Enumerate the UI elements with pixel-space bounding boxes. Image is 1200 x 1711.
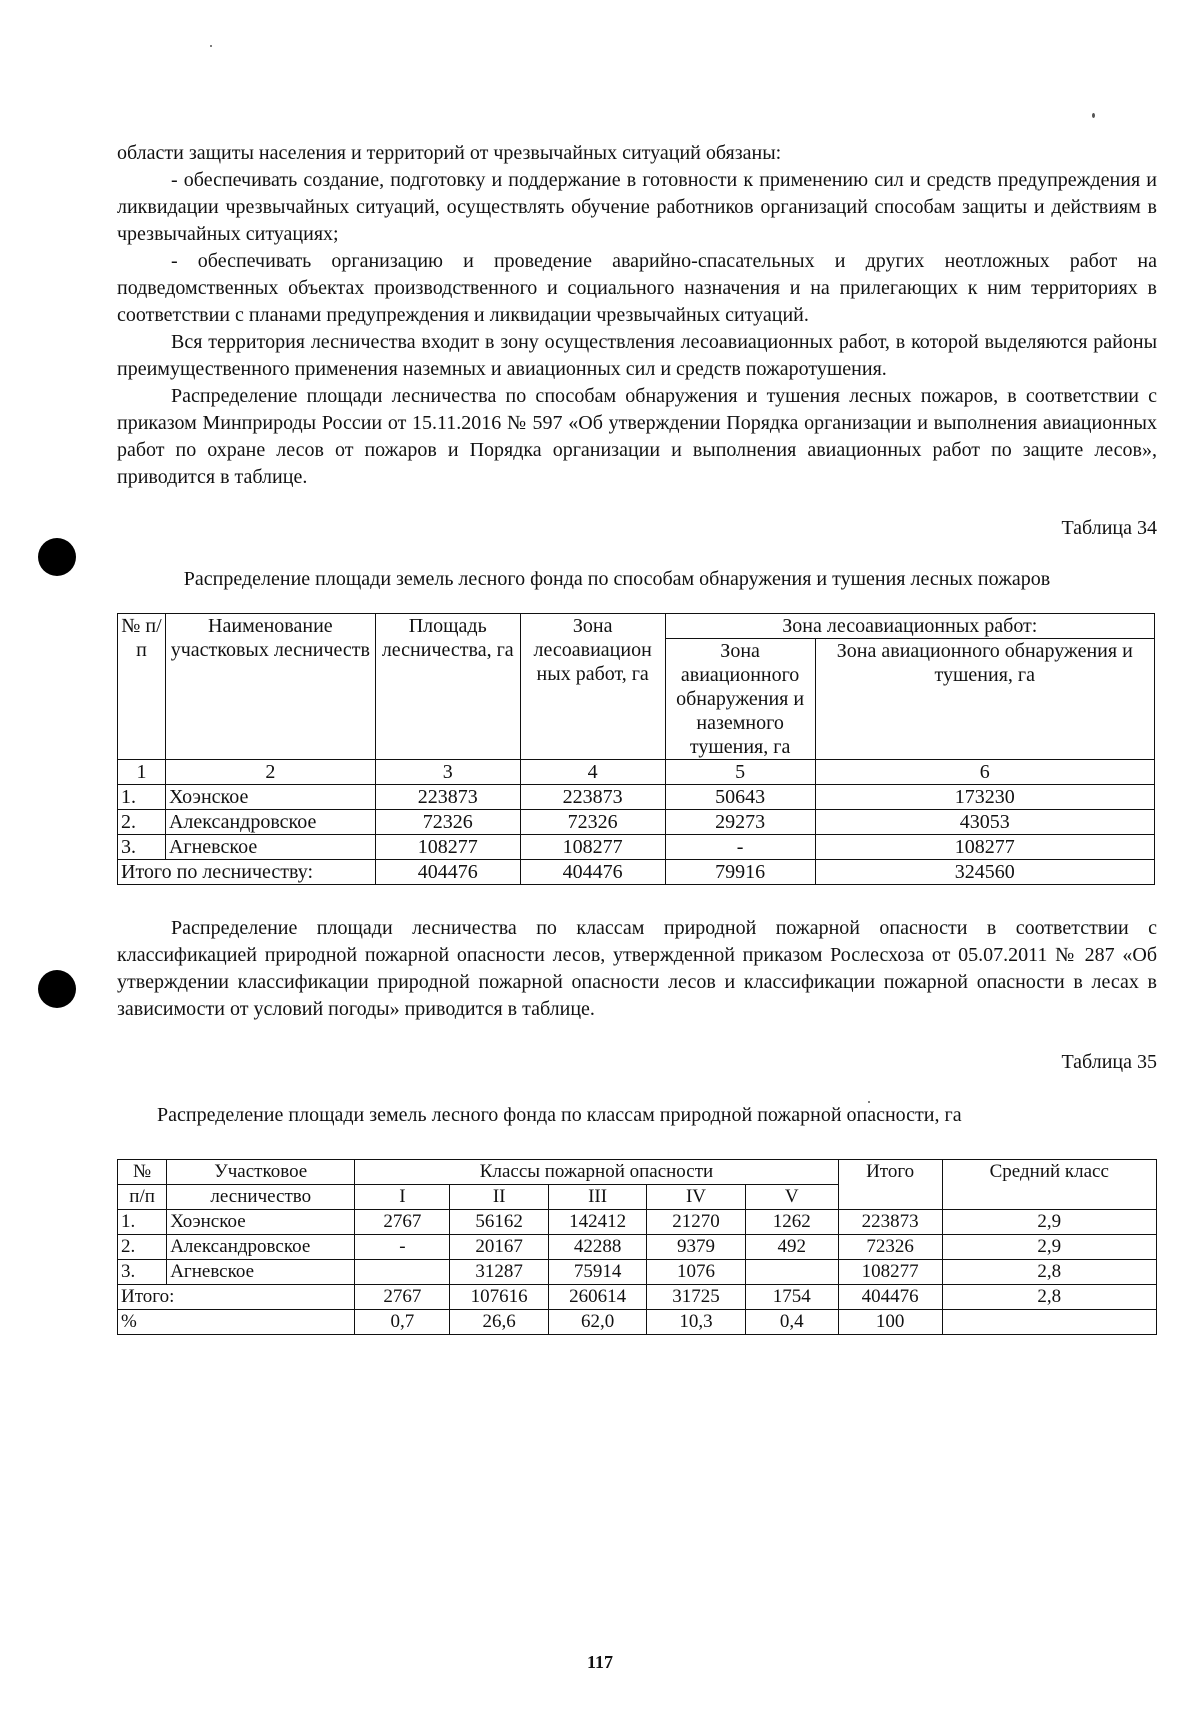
page-content xyxy=(117,140,1157,1335)
header-ground: Зона авиационного обнаружения и наземного тушения, га xyxy=(665,639,815,760)
total-class-1: 2767 xyxy=(355,1285,450,1310)
row-air: 43053 xyxy=(815,810,1154,835)
header-name: Наименование участковых лесничеств xyxy=(165,614,375,760)
row-zone: 108277 xyxy=(520,835,665,860)
total-ground: 79916 xyxy=(665,860,815,885)
colnum: 6 xyxy=(815,760,1154,785)
colnum: 1 xyxy=(118,760,166,785)
row-name: Агневское xyxy=(167,1260,355,1285)
row-class-2: 20167 xyxy=(450,1235,548,1260)
paragraph: Распределение площади лесничества по способам обнаружения и тушения лесных пожаров, в соответствии с приказом Минприроды России от 15.11.2016 № 597 «Об утверждении Порядка организации и выполнения авиационных работ по охране лесов от пожаров и Порядка организации и выполнения авиационных работ по защите лесов», приводится в таблице. xyxy=(117,385,1157,488)
row-class-4: 21270 xyxy=(647,1210,745,1235)
row-class-3: 142412 xyxy=(548,1210,646,1235)
row-num: 3. xyxy=(118,1260,167,1285)
class-label: IV xyxy=(647,1185,745,1210)
total-row xyxy=(118,860,1155,885)
header-air: Зона авиационного обнаружения и тушения, га xyxy=(815,639,1154,760)
row-air: 108277 xyxy=(815,835,1154,860)
row-avg: 2,9 xyxy=(942,1210,1156,1235)
table-row xyxy=(118,785,1155,810)
percent-class-3: 62,0 xyxy=(548,1310,646,1335)
row-name: Агневское xyxy=(165,835,375,860)
row-class-2: 56162 xyxy=(450,1210,548,1235)
table-35-caption: Таблица 35 xyxy=(1061,1051,1157,1073)
table-row xyxy=(118,1210,1157,1235)
class-label: II xyxy=(450,1185,548,1210)
intro-text xyxy=(117,140,1157,491)
header-num: № п/п xyxy=(118,614,166,760)
row-ground: 29273 xyxy=(665,810,815,835)
header-num-bottom: п/п xyxy=(118,1185,167,1210)
paragraph: - обеспечивать организацию и проведение аварийно-спасательных и других неотложных работ на подведомственных объектах производственного и социального назначения и на прилегающих к ним территориях в соответствии с планами предупреждения и ликвидации чрезвычайных ситуаций. xyxy=(117,250,1157,326)
total-total: 404476 xyxy=(838,1285,942,1310)
total-label: Итого по лесничеству: xyxy=(118,860,376,885)
row-class-4: 9379 xyxy=(647,1235,745,1260)
percent-avg xyxy=(942,1310,1156,1335)
table-row xyxy=(118,810,1155,835)
row-zone: 223873 xyxy=(520,785,665,810)
row-total: 223873 xyxy=(838,1210,942,1235)
row-name: Хоэнское xyxy=(167,1210,355,1235)
row-zone: 72326 xyxy=(520,810,665,835)
row-num: 2. xyxy=(118,810,166,835)
class-label: III xyxy=(548,1185,646,1210)
percent-label: % xyxy=(118,1310,355,1335)
total-avg: 2,8 xyxy=(942,1285,1156,1310)
header-num-top: № xyxy=(118,1160,167,1185)
colnum: 4 xyxy=(520,760,665,785)
total-air: 324560 xyxy=(815,860,1154,885)
row-name: Александровское xyxy=(167,1235,355,1260)
paragraph: Вся территория лесничества входит в зону осуществления лесоавиационных работ, в которой выделяются районы преимущественного применения наземных и авиационных сил и средств пожаротушения. xyxy=(117,331,1157,380)
paragraph: - обеспечивать создание, подготовку и поддержание в готовности к применению сил и средств предупреждения и ликвидации чрезвычайных ситуаций, осуществлять обучение работников организаций способам защиты и действиям в чрезвычайных ситуациях; xyxy=(117,169,1157,245)
row-class-5: 492 xyxy=(745,1235,838,1260)
binder-hole-top xyxy=(38,538,76,576)
percent-total: 100 xyxy=(838,1310,942,1335)
row-class-1: 2767 xyxy=(355,1210,450,1235)
table-row xyxy=(118,1235,1157,1260)
row-class-4: 1076 xyxy=(647,1260,745,1285)
header-area: Площадь лесничества, га xyxy=(375,614,520,760)
row-class-1 xyxy=(355,1260,450,1285)
total-zone: 404476 xyxy=(520,860,665,885)
class-label: V xyxy=(745,1185,838,1210)
table-34-title: Распределение площади земель лесного фонда по способам обнаружения и тушения лесных пожаров xyxy=(183,568,1051,590)
header-name-bottom: лесничество xyxy=(167,1185,355,1210)
row-num: 1. xyxy=(118,785,166,810)
row-class-3: 75914 xyxy=(548,1260,646,1285)
colnum: 5 xyxy=(665,760,815,785)
total-row xyxy=(118,1285,1157,1310)
percent-class-2: 26,6 xyxy=(450,1310,548,1335)
row-total: 72326 xyxy=(838,1235,942,1260)
class-label: I xyxy=(355,1185,450,1210)
table-34-caption: Таблица 34 xyxy=(1061,517,1157,539)
row-ground: 50643 xyxy=(665,785,815,810)
row-total: 108277 xyxy=(838,1260,942,1285)
row-name: Хоэнское xyxy=(165,785,375,810)
total-label: Итого: xyxy=(118,1285,355,1310)
header-group: Зона лесоавиационных работ: xyxy=(665,614,1154,639)
header-total: Итого xyxy=(838,1160,942,1210)
row-ground: - xyxy=(665,835,815,860)
percent-row xyxy=(118,1310,1157,1335)
binder-hole-bottom xyxy=(38,970,76,1008)
total-area: 404476 xyxy=(375,860,520,885)
row-avg: 2,9 xyxy=(942,1235,1156,1260)
colnum-row xyxy=(118,760,1155,785)
row-num: 2. xyxy=(118,1235,167,1260)
header-zone: Зона лесоавиацион ных работ, га xyxy=(520,614,665,760)
row-avg: 2,8 xyxy=(942,1260,1156,1285)
total-class-3: 260614 xyxy=(548,1285,646,1310)
row-name: Александровское xyxy=(165,810,375,835)
table-row xyxy=(118,835,1155,860)
header-name-top: Участковое xyxy=(167,1160,355,1185)
percent-class-1: 0,7 xyxy=(355,1310,450,1335)
colnum: 3 xyxy=(375,760,520,785)
row-air: 173230 xyxy=(815,785,1154,810)
paragraph: Распределение площади лесничества по классам природной пожарной опасности в соответствии с классификацией природной пожарной опасности лесов, утвержденной приказом Рослесхоза от 05.07.2011 № 287 «Об утверждении классификации природной пожарной опасности лесов и классификации пожарной опасности в лесах в зависимости от условий погоды» приводится в таблице. xyxy=(117,917,1157,1020)
page-number: 117 xyxy=(586,1652,613,1672)
row-num: 3. xyxy=(118,835,166,860)
table-row xyxy=(118,1260,1157,1285)
table-35-title: Распределение площади земель лесного фонда по классам природной пожарной опасности, га xyxy=(157,1104,962,1126)
row-area: 108277 xyxy=(375,835,520,860)
total-class-5: 1754 xyxy=(745,1285,838,1310)
percent-class-4: 10,3 xyxy=(647,1310,745,1335)
colnum: 2 xyxy=(165,760,375,785)
table-35 xyxy=(117,1159,1157,1335)
percent-class-5: 0,4 xyxy=(745,1310,838,1335)
row-class-5 xyxy=(745,1260,838,1285)
scan-speck xyxy=(1092,113,1095,118)
row-class-5: 1262 xyxy=(745,1210,838,1235)
scan-speck xyxy=(210,45,212,47)
row-area: 72326 xyxy=(375,810,520,835)
row-area: 223873 xyxy=(375,785,520,810)
row-class-2: 31287 xyxy=(450,1260,548,1285)
row-class-1: - xyxy=(355,1235,450,1260)
table-34 xyxy=(117,613,1155,885)
row-num: 1. xyxy=(118,1210,167,1235)
total-class-4: 31725 xyxy=(647,1285,745,1310)
total-class-2: 107616 xyxy=(450,1285,548,1310)
row-class-3: 42288 xyxy=(548,1235,646,1260)
header-avg: Средний класс xyxy=(942,1160,1156,1210)
paragraph: области защиты населения и территорий от чрезвычайных ситуаций обязаны: xyxy=(117,142,782,164)
header-classes: Классы пожарной опасности xyxy=(355,1160,838,1185)
